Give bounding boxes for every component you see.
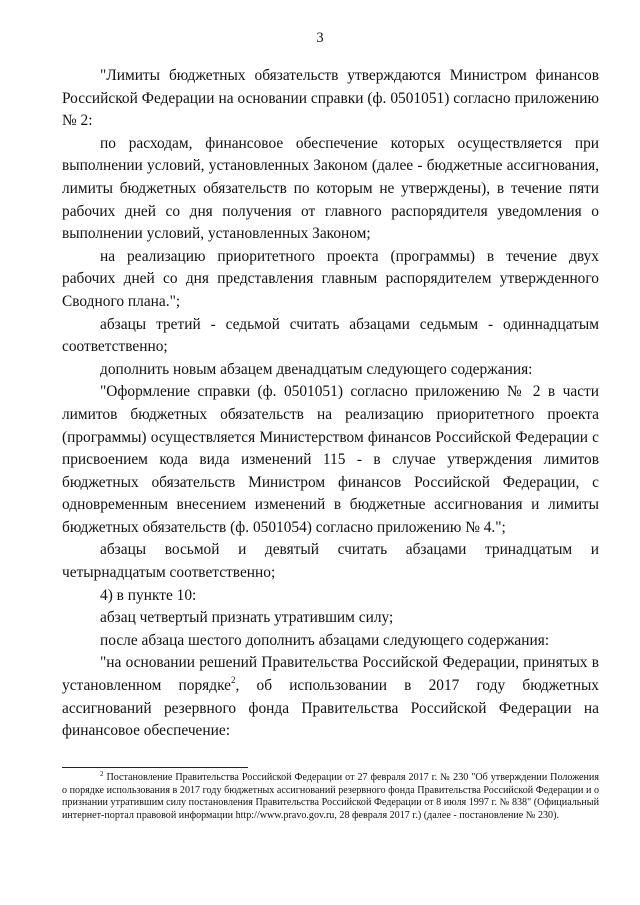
document-body [62, 65, 599, 743]
paragraph-limits-approval: "Лимиты бюджетных обязательств утверждаются Министром финансов Российской Федерации на основании справки (ф. 0501051) согласно приложению № 2: [62, 67, 599, 130]
paragraph-renumber-3-7: абзацы третий - седьмой считать абзацами седьмым - одиннадцатым соответственно; [62, 315, 599, 356]
paragraph-priority-project: на реализацию приоритетного проекта (программы) в течение двух рабочих дней со дня представления главным распорядителем утвержденного Сводного плана."; [62, 247, 599, 310]
paragraph-conditional-expenses: по расходам, финансовое обеспечение которых осуществляется при выполнении условий, установленных Законом (далее - бюджетные ассигнования, лимиты бюджетных обязательств по которым не утверждены), в течение пяти рабочих дней со дня получения от главного распорядителя уведомления о выполнении условий, установленных Законом; [62, 134, 599, 243]
paragraph-after-sixth: после абзаца шестого дополнить абзацами следующего содержания: [100, 631, 550, 649]
paragraph-certificate-form: "Оформление справки (ф. 0501051) согласно приложению № 2 в части лимитов бюджетных обязательств на реализацию приоритетного проекта (программы) осуществляется Министерством финансов Российской Федерации с присвоением кода вида изменений 115 - в случае утверждения лимитов бюджетных обязательств Министром финансов Российской Федерации, с одновременным внесением изменений в бюджетные ассигнования и лимиты бюджетных обязательств (ф. 0501054) согласно приложению № 4."; [62, 383, 599, 536]
footnote-text: Постановление Правительства Российской Федерации от 27 февраля 2017 г. № 230 "Об утверждении Положения о порядке использования в 2017 году бюджетных ассигнований резервного фонда Правительства Российской Федерации и о признании утратившим силу постановления Правительства Российской Федерации от 8 июля 1997 г. № 838" (Официальный интернет-портал правовой информации http://www.pravo.gov.ru, 28 февраля 2017 г.) (далее - постановление № 230). [62, 772, 599, 821]
paragraph-renumber-8-9: абзацы восьмой и девятый считать абзацами тринадцатым и четырнадцатым соответственно; [62, 541, 599, 582]
paragraph-reserve-fund [62, 652, 599, 742]
footnote-reference: 2 [231, 675, 236, 686]
paragraph-fourth-void: абзац четвертый признать утратившим силу; [100, 609, 394, 627]
footnote-separator [62, 767, 248, 768]
paragraph-add-twelfth: дополнить новым абзацем двенадцатым следующего содержания: [100, 360, 533, 378]
footnote [62, 772, 599, 822]
page-number: 3 [316, 30, 324, 46]
footnote-mark: 2 [100, 770, 104, 778]
reserve-fund-text-end: , об использовании в 2017 году бюджетных ассигнований резервного фонда Правительства Российской Федерации на финансовое обеспечение: [62, 677, 599, 740]
paragraph-item-10: 4) в пункте 10: [100, 586, 197, 604]
reserve-fund-text-start: "на основании решений Правительства Российской Федерации, принятых в установленном порядке [62, 654, 599, 695]
